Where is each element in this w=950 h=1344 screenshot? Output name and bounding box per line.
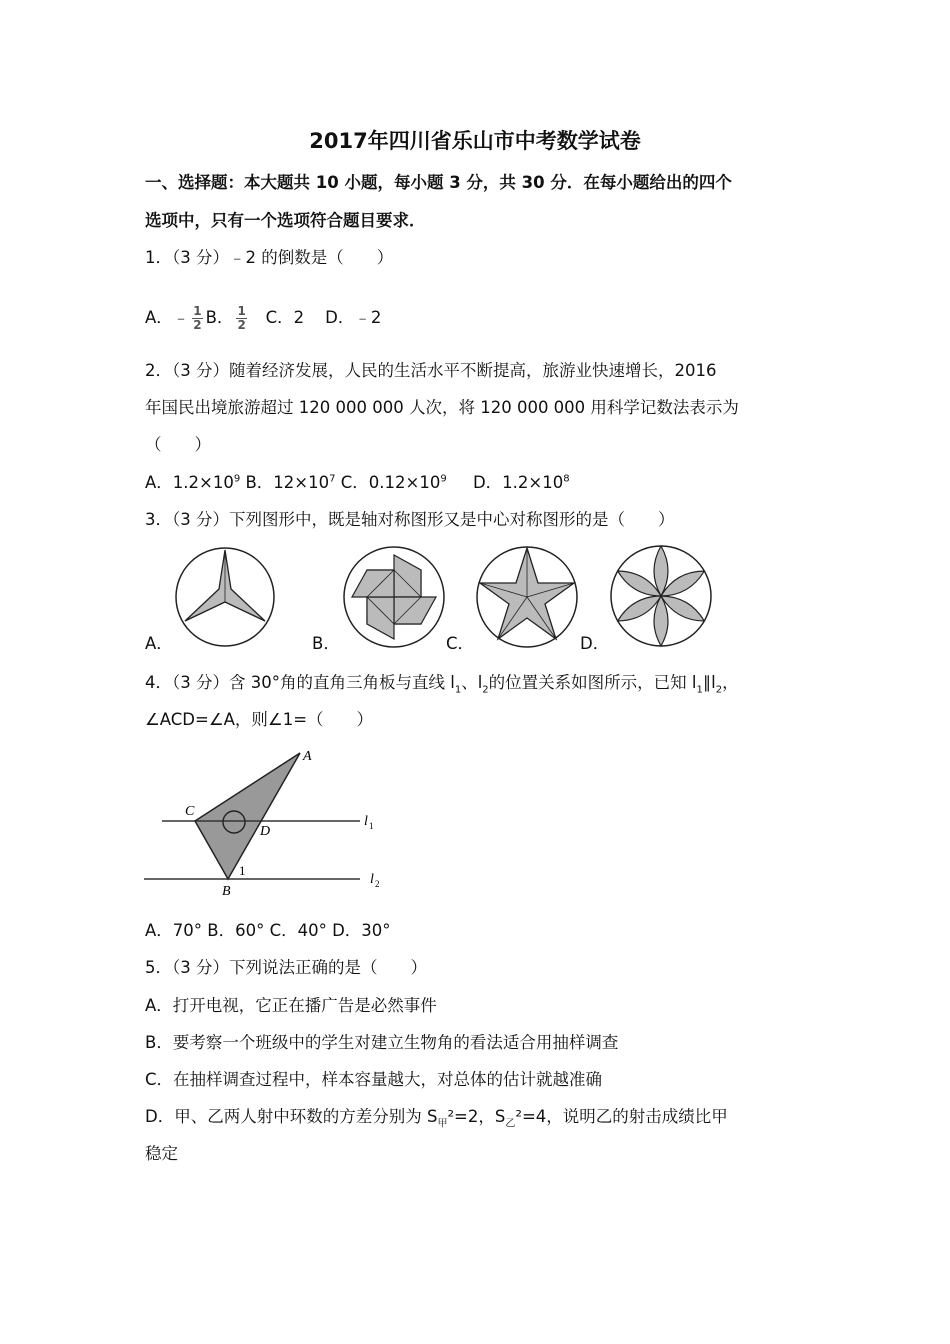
label-a: A	[303, 749, 312, 764]
fraction-denominator: 2	[237, 318, 246, 332]
q2-option-a-exponent: 9	[233, 473, 241, 485]
section-heading-line1: 一、选择题：本大题共 10 小题，每小题 3 分，共 30 分．在每小题给出的四个	[145, 173, 732, 192]
q5-option-a: A．打开电视，它正在播广告是必然事件	[145, 996, 437, 1015]
q2-stem-line2: 年国民出境旅游超过 120 000 000 人次，将 120 000 000 用科学记数法表示为	[145, 398, 739, 417]
label-d: D	[260, 824, 271, 839]
q3-figure-c	[472, 545, 582, 651]
q3-figure-b	[338, 545, 450, 651]
q3-label-a: A．	[145, 634, 173, 653]
q3-label-b: B．	[312, 634, 340, 653]
q1-option-c: C．2	[265, 308, 305, 327]
q5-option-d-line1	[145, 1106, 728, 1128]
label-l1-sub: 1	[369, 821, 374, 831]
q1-options	[145, 305, 381, 332]
q4-subscript: 2	[482, 684, 489, 696]
q1-stem: 1．（3 分）﹣2 的倒数是（ ）	[145, 248, 394, 267]
q4-stem-part: 4．（3 分）含 30°角的直角三角板与直线 l	[145, 673, 455, 692]
q2-option-a	[145, 473, 240, 492]
q4-stem-line1	[145, 672, 739, 694]
section-heading-line2: 选项中，只有一个选项符合题目要求．	[145, 211, 426, 230]
q4-stem-part: ∥l	[702, 673, 716, 692]
q3-figure-a	[172, 545, 282, 651]
q3-label-d: D．	[580, 634, 610, 653]
q4-options: A．70° B．60° C．40° D．30°	[145, 921, 391, 940]
q2-option-b	[245, 473, 335, 492]
q2-options	[145, 472, 570, 494]
q2-option-c	[341, 473, 447, 492]
q1-option-d: D．﹣2	[325, 308, 382, 327]
label-l2: l	[370, 872, 374, 887]
q3-label-c: C．	[446, 634, 475, 653]
q4-stem-part: 的位置关系如图所示，已知 l	[488, 673, 697, 692]
q4-subscript: 1	[454, 684, 462, 696]
label-angle-1: 1	[239, 863, 246, 878]
q1-option-b-prefix: B．	[205, 308, 234, 327]
q2-option-a-base: A．1.2×10	[145, 473, 234, 492]
q5-option-d-line2: 稳定	[145, 1144, 178, 1163]
q4-stem-part: ，	[722, 673, 739, 692]
q4-figure	[140, 745, 390, 905]
q2-stem-line1: 2．（3 分）随着经济发展，人民的生活水平不断提高，旅游业快速增长，2016	[145, 361, 717, 380]
q4-stem-part: 、l	[461, 673, 483, 692]
q5-subscript: 甲	[437, 1118, 448, 1130]
q5-option-b: B．要考察一个班级中的学生对建立生物角的看法适合用抽样调查	[145, 1033, 619, 1052]
page-title: 2017年四川省乐山市中考数学试卷	[309, 129, 641, 153]
q4-subscript: 2	[715, 684, 723, 696]
q4-stem-line2: ∠ACD=∠A，则∠1=（ ）	[145, 710, 374, 729]
fraction-numerator: 1	[193, 304, 202, 318]
q2-stem-line3: （ ）	[145, 435, 211, 454]
q5-option-d-part: ²=2，S	[447, 1107, 506, 1126]
q5-option-c: C．在抽样调查过程中，样本容量越大，对总体的估计就越准确	[145, 1070, 603, 1089]
label-c: C	[185, 804, 195, 819]
q5-option-d-part: D．甲、乙两人射中环数的方差分别为 S	[145, 1107, 438, 1126]
q2-option-d-exponent: 8	[563, 473, 570, 485]
q2-option-d-base: D．1.2×10	[472, 473, 564, 492]
q1-fraction-a	[192, 305, 202, 332]
q3-stem: 3．（3 分）下列图形中，既是轴对称图形又是中心对称图形的是（ ）	[145, 510, 675, 529]
q5-stem: 5．（3 分）下列说法正确的是（ ）	[145, 958, 427, 977]
q2-option-c-exponent: 9	[440, 473, 447, 485]
q4-subscript: 1	[696, 684, 703, 696]
q1-option-a-prefix: A．﹣	[145, 308, 190, 327]
q1-fraction-b	[236, 305, 246, 332]
q2-option-d	[473, 473, 570, 492]
label-l2-sub: 2	[375, 879, 380, 889]
q3-figure-d	[606, 543, 716, 649]
triangle-ruler	[195, 753, 300, 879]
label-l1: l	[364, 814, 368, 829]
q2-option-c-base: C．0.12×10	[340, 473, 441, 492]
q5-subscript: 乙	[505, 1118, 516, 1130]
fraction-numerator: 1	[237, 304, 246, 318]
q2-option-b-base: B．12×10	[245, 473, 330, 492]
fraction-denominator: 2	[193, 318, 202, 332]
label-b: B	[222, 884, 231, 899]
q2-option-b-exponent: 7	[329, 473, 336, 485]
q5-option-d-part: ²=4，说明乙的射击成绩比甲	[515, 1107, 728, 1126]
